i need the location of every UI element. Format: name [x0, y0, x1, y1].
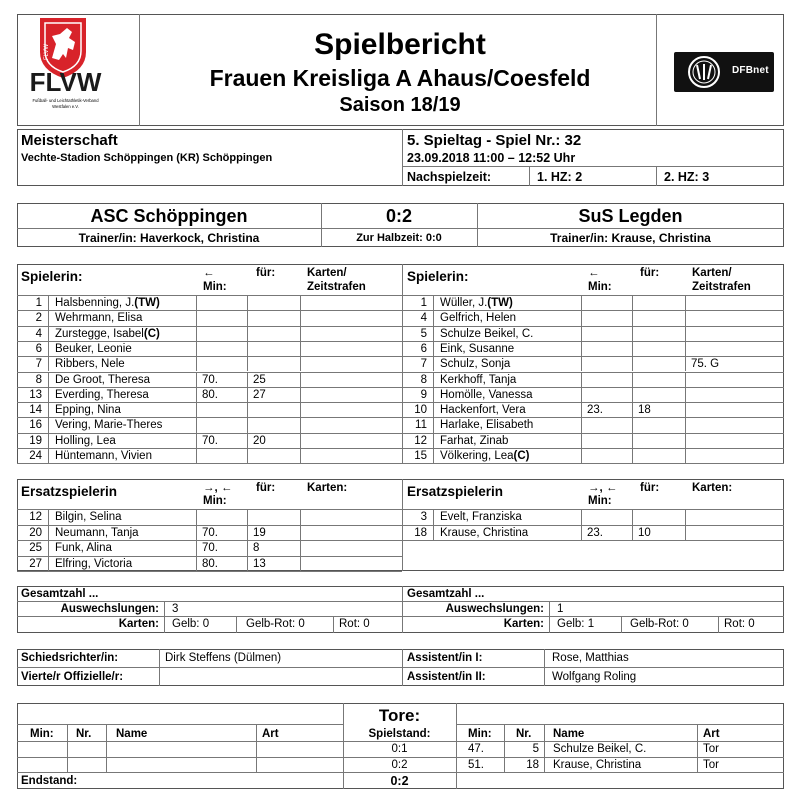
player-card: 75. G — [691, 358, 720, 371]
column-divider — [300, 417, 301, 432]
column-divider — [300, 540, 301, 556]
column-divider — [581, 356, 582, 371]
column-divider — [300, 295, 301, 310]
goals-right-nr-header: Nr. — [516, 728, 532, 740]
player-name: Farhat, Zinab — [440, 434, 509, 447]
halftime: Zur Halbzeit: 0:0 — [356, 232, 442, 244]
player-name: Schulze Beikel, C. — [440, 327, 534, 340]
player-name: Hackenfort, Vera — [440, 404, 526, 417]
player-name: Harlake, Elisabeth — [440, 419, 534, 432]
player-number: 10 — [414, 404, 427, 417]
column-divider — [685, 433, 686, 448]
player-minute: 70. — [202, 526, 218, 539]
column-divider — [48, 295, 49, 310]
player-name: Evelt, Franziska — [440, 511, 522, 523]
away-for-header: für: — [640, 267, 660, 279]
player-substituted-for: 18 — [638, 404, 651, 417]
column-divider — [433, 417, 434, 432]
column-divider — [581, 341, 582, 356]
column-divider — [196, 310, 197, 325]
player-number: 25 — [29, 542, 42, 554]
column-divider — [196, 356, 197, 371]
page-title: Spielbericht — [314, 28, 486, 61]
league-title: Frauen Kreisliga A Ahaus/Coesfeld — [209, 65, 591, 91]
column-divider — [48, 356, 49, 371]
column-divider — [581, 387, 582, 402]
home-sub-min-header: Min: — [203, 495, 227, 507]
player-number: 2 — [35, 312, 42, 325]
home-min-header: Min: — [203, 281, 227, 293]
away-substitutions-count: 1 — [557, 603, 564, 615]
column-divider — [581, 417, 582, 432]
home-yellow: Gelb: 0 — [172, 618, 210, 630]
goals-score-header: Spielstand: — [368, 728, 431, 740]
player-minute: 70. — [202, 434, 218, 447]
goals-right-name-header: Name — [553, 728, 585, 740]
players-box — [17, 264, 784, 464]
goal-minute: 51. — [468, 758, 484, 771]
assistant1-name: Rose, Matthias — [552, 652, 629, 664]
home-min-arrow: ← — [203, 267, 215, 279]
column-divider — [247, 433, 248, 448]
dfbnet-label: DFBnet — [732, 65, 769, 76]
column-divider — [196, 448, 197, 463]
column-divider — [196, 402, 197, 417]
column-divider — [685, 310, 686, 325]
column-divider — [632, 326, 633, 341]
column-divider — [433, 525, 434, 541]
player-name: Wehrmann, Elisa — [55, 312, 143, 325]
goals-left-name-header: Name — [116, 728, 148, 740]
goals-right-min-header: Min: — [468, 728, 492, 740]
column-divider — [685, 387, 686, 402]
away-cards-header-2: Zeitstrafen — [692, 281, 751, 293]
player-number: 15 — [414, 450, 427, 462]
column-divider — [196, 417, 197, 432]
away-sub-arrows: →, ← — [588, 482, 618, 494]
player-number: 18 — [414, 526, 427, 539]
player-number: 5 — [420, 327, 427, 340]
player-name: Elfring, Victoria — [55, 557, 133, 570]
player-name: Krause, Christina — [440, 526, 529, 539]
column-divider — [581, 372, 582, 387]
home-cards-label: Karten: — [118, 618, 159, 630]
column-divider — [196, 372, 197, 387]
column-divider — [632, 387, 633, 402]
player-substituted-for: 27 — [253, 388, 266, 401]
column-divider — [433, 295, 434, 310]
column-divider — [48, 387, 49, 402]
column-divider — [433, 448, 434, 463]
column-divider — [300, 310, 301, 325]
goal-number: 5 — [532, 743, 539, 755]
column-divider — [632, 310, 633, 325]
column-divider — [196, 525, 197, 541]
column-divider — [581, 402, 582, 417]
goals-right-art-header: Art — [703, 728, 720, 740]
home-sub-cards-header: Karten: — [307, 482, 348, 494]
column-divider — [632, 372, 633, 387]
player-number: 20 — [29, 526, 42, 539]
goal-type: Tor — [703, 758, 719, 771]
column-divider — [196, 433, 197, 448]
matchday: 5. Spieltag - Spiel Nr.: 32 — [407, 132, 582, 149]
home-trainer: Trainer/in: Haverkock, Christina — [78, 231, 260, 245]
column-divider — [48, 417, 49, 432]
column-divider — [581, 448, 582, 463]
away-team: SuS Legden — [578, 206, 683, 226]
player-minute: 80. — [202, 388, 218, 401]
column-divider — [247, 372, 248, 387]
column-divider — [433, 341, 434, 356]
column-divider — [300, 402, 301, 417]
column-divider — [300, 326, 301, 341]
column-divider — [48, 310, 49, 325]
column-divider — [196, 556, 197, 572]
column-divider — [632, 417, 633, 432]
player-minute: 70. — [202, 542, 218, 554]
away-cards-header-1: Karten/ — [692, 267, 732, 279]
column-divider — [581, 310, 582, 325]
column-divider — [300, 525, 301, 541]
home-red: Rot: 0 — [339, 618, 370, 630]
venue: Vechte-Stadion Schöppingen (KR) Schöppingen — [21, 152, 273, 164]
column-divider — [433, 326, 434, 341]
column-divider — [685, 341, 686, 356]
assistant2-name: Wolfgang Roling — [552, 671, 637, 683]
column-divider — [632, 341, 633, 356]
extra-time-hz2: 2. HZ: 3 — [664, 170, 710, 184]
column-divider — [300, 448, 301, 463]
away-sub-min-header: Min: — [588, 495, 612, 507]
column-divider — [632, 525, 633, 541]
player-number: 4 — [420, 312, 427, 325]
away-total-label: Gesamtzahl ... — [407, 588, 485, 600]
player-substituted-for: 13 — [253, 557, 266, 570]
column-divider — [247, 356, 248, 371]
player-substituted-for: 20 — [253, 434, 266, 447]
column-divider — [196, 326, 197, 341]
column-divider — [247, 540, 248, 556]
column-divider — [247, 417, 248, 432]
player-number: 19 — [29, 434, 42, 447]
home-sub-arrows: →, ← — [203, 482, 233, 494]
player-name: Bilgin, Selina — [55, 511, 122, 523]
away-min-header: Min: — [588, 281, 612, 293]
player-number: 11 — [415, 419, 427, 432]
home-sub-header: Ersatzspielerin — [21, 484, 118, 499]
player-name: Holling, Lea — [55, 434, 116, 447]
column-divider — [48, 556, 49, 572]
match-datetime: 23.09.2018 11:00 – 12:52 Uhr — [407, 151, 576, 165]
player-name: Hüntemann, Vivien — [55, 450, 152, 462]
player-minute: 80. — [202, 557, 218, 570]
fourth-official-label: Vierte/r Offizielle/r: — [21, 671, 124, 683]
player-substituted-for: 10 — [638, 526, 651, 539]
column-divider — [48, 448, 49, 463]
goal-type: Tor — [703, 743, 719, 755]
column-divider — [247, 295, 248, 310]
player-name: Gelfrich, Helen — [440, 312, 517, 325]
column-divider — [632, 448, 633, 463]
player-name: Neumann, Tanja — [55, 526, 139, 539]
away-sub-header: Ersatzspielerin — [407, 484, 504, 499]
home-total-label: Gesamtzahl ... — [21, 588, 99, 600]
column-divider — [685, 525, 686, 541]
column-divider — [48, 372, 49, 387]
column-divider — [685, 295, 686, 310]
assistant2-label: Assistent/in II: — [407, 671, 486, 683]
column-divider — [433, 372, 434, 387]
column-divider — [247, 341, 248, 356]
player-name: Kerkhoff, Tanja — [440, 373, 517, 386]
column-divider — [581, 509, 582, 525]
goals-left-art-header: Art — [262, 728, 279, 740]
goal-number: 18 — [526, 758, 539, 771]
player-number: 14 — [29, 404, 42, 417]
column-divider — [632, 509, 633, 525]
player-number: 1 — [35, 297, 42, 309]
player-name: Vering, Marie-Theres — [55, 419, 163, 432]
row-divider — [402, 540, 784, 541]
svg-text:FLVW: FLVW — [44, 43, 50, 60]
player-name: Wüller, J.(TW) — [440, 297, 513, 309]
column-divider — [247, 448, 248, 463]
player-name: Schulz, Sonja — [440, 358, 511, 371]
player-number: 6 — [420, 342, 427, 355]
away-min-arrow: ← — [588, 267, 600, 279]
player-minute: 23. — [587, 404, 603, 417]
assistant1-label: Assistent/in I: — [407, 652, 483, 664]
player-name: Halsbenning, J.(TW) — [55, 297, 160, 309]
goals-left-min-header: Min: — [30, 728, 54, 740]
home-team: ASC Schöppingen — [90, 206, 248, 226]
player-number: 12 — [414, 434, 427, 447]
column-divider — [300, 433, 301, 448]
player-minute: 23. — [587, 526, 603, 539]
column-divider — [632, 295, 633, 310]
column-divider — [685, 448, 686, 463]
row-divider — [17, 463, 402, 464]
player-number: 7 — [420, 358, 427, 371]
referee-name: Dirk Steffens (Dülmen) — [165, 652, 282, 664]
away-red: Rot: 0 — [724, 618, 755, 630]
column-divider — [247, 402, 248, 417]
final-score-label: Endstand: — [21, 775, 78, 787]
player-number: 9 — [420, 388, 427, 401]
column-divider — [247, 326, 248, 341]
extra-time-hz1: 1. HZ: 2 — [537, 170, 583, 184]
flvw-logo-text: FLVW — [29, 67, 102, 97]
away-trainer: Trainer/in: Krause, Christina — [550, 231, 711, 245]
column-divider — [300, 341, 301, 356]
home-cards-header-2: Zeitstrafen — [307, 281, 366, 293]
column-divider — [196, 540, 197, 556]
column-divider — [581, 326, 582, 341]
column-divider — [433, 402, 434, 417]
away-yellow-red: Gelb-Rot: 0 — [630, 618, 689, 630]
player-number: 8 — [35, 373, 42, 386]
player-number: 1 — [420, 297, 427, 309]
player-name: Zurstegge, Isabel(C) — [55, 327, 160, 340]
player-substituted-for: 25 — [253, 373, 266, 386]
column-divider — [685, 356, 686, 371]
column-divider — [48, 433, 49, 448]
player-name: Völkering, Lea(C) — [440, 450, 530, 462]
player-number: 8 — [420, 373, 427, 386]
player-number: 16 — [29, 419, 42, 432]
goal-scorer: Krause, Christina — [553, 758, 642, 771]
player-minute: 70. — [202, 373, 218, 386]
column-divider — [433, 433, 434, 448]
column-divider — [247, 387, 248, 402]
column-divider — [300, 509, 301, 525]
away-sub-cards-header: Karten: — [692, 482, 733, 494]
column-divider — [632, 402, 633, 417]
player-name: Ribbers, Nele — [55, 358, 125, 371]
player-name: De Groot, Theresa — [55, 373, 151, 386]
column-divider — [433, 310, 434, 325]
column-divider — [48, 540, 49, 556]
goals-left-nr-header: Nr. — [76, 728, 92, 740]
away-cards-label: Karten: — [503, 618, 544, 630]
column-divider — [196, 341, 197, 356]
home-substitutions-count: 3 — [172, 603, 179, 615]
player-number: 12 — [29, 511, 42, 523]
column-divider — [581, 295, 582, 310]
player-number: 4 — [35, 327, 42, 340]
away-substitutions-label: Auswechslungen: — [445, 603, 544, 615]
column-divider — [196, 295, 197, 310]
column-divider — [247, 310, 248, 325]
column-divider — [685, 326, 686, 341]
column-divider — [48, 402, 49, 417]
column-divider — [196, 387, 197, 402]
referee-label: Schiedsrichter/in: — [21, 652, 119, 664]
column-divider — [632, 356, 633, 371]
column-divider — [685, 417, 686, 432]
competition: Meisterschaft — [21, 132, 118, 149]
column-divider — [685, 509, 686, 525]
column-divider — [685, 372, 686, 387]
column-divider — [48, 341, 49, 356]
goal-minute: 47. — [468, 743, 484, 755]
player-number: 13 — [29, 388, 42, 401]
row-divider — [17, 571, 402, 572]
final-score: 0:2 — [390, 774, 409, 788]
column-divider — [300, 387, 301, 402]
player-substituted-for: 8 — [253, 542, 260, 554]
away-player-header: Spielerin: — [407, 269, 469, 284]
home-yellow-red: Gelb-Rot: 0 — [246, 618, 305, 630]
column-divider — [48, 509, 49, 525]
column-divider — [685, 402, 686, 417]
column-divider — [247, 525, 248, 541]
column-divider — [48, 326, 49, 341]
column-divider — [300, 372, 301, 387]
result: 0:2 — [385, 206, 412, 226]
home-player-header: Spielerin: — [21, 269, 83, 284]
flvw-logo-subtext: Fußball- und Leichtathletik-Verband Westfalen e.V. — [32, 98, 99, 109]
column-divider — [247, 509, 248, 525]
home-substitutions-label: Auswechslungen: — [60, 603, 159, 615]
away-yellow: Gelb: 1 — [557, 618, 595, 630]
column-divider — [247, 556, 248, 572]
player-number: 3 — [420, 511, 427, 523]
column-divider — [581, 525, 582, 541]
column-divider — [48, 525, 49, 541]
player-name: Beuker, Leonie — [55, 342, 132, 355]
extra-time-label: Nachspielzeit: — [407, 170, 492, 184]
column-divider — [196, 509, 197, 525]
player-name: Epping, Nina — [55, 404, 121, 417]
goal-scorer: Schulze Beikel, C. — [553, 743, 647, 755]
player-name: Everding, Theresa — [55, 388, 149, 401]
row-divider — [402, 463, 784, 464]
column-divider — [632, 433, 633, 448]
player-number: 6 — [35, 342, 42, 355]
home-cards-header-1: Karten/ — [307, 267, 347, 279]
player-number: 27 — [29, 557, 42, 570]
column-divider — [300, 356, 301, 371]
player-name: Homölle, Vanessa — [440, 388, 533, 401]
player-number: 24 — [29, 450, 42, 462]
home-for-header: für: — [256, 267, 276, 279]
player-name: Funk, Alina — [55, 542, 112, 554]
column-divider — [300, 556, 301, 572]
away-sub-for-header: für: — [640, 482, 660, 494]
dfbnet-logo — [674, 52, 774, 92]
goals-title: Tore: — [378, 706, 421, 725]
column-divider — [433, 387, 434, 402]
player-number: 7 — [35, 358, 42, 371]
column-divider — [433, 356, 434, 371]
player-name: Eink, Susanne — [440, 342, 515, 355]
column-divider — [433, 509, 434, 525]
goal-score: 0:2 — [391, 758, 408, 771]
season-title: Saison 18/19 — [339, 94, 461, 116]
column-divider — [581, 433, 582, 448]
player-substituted-for: 19 — [253, 526, 266, 539]
goal-score: 0:1 — [391, 743, 408, 755]
home-sub-for-header: für: — [256, 482, 276, 494]
